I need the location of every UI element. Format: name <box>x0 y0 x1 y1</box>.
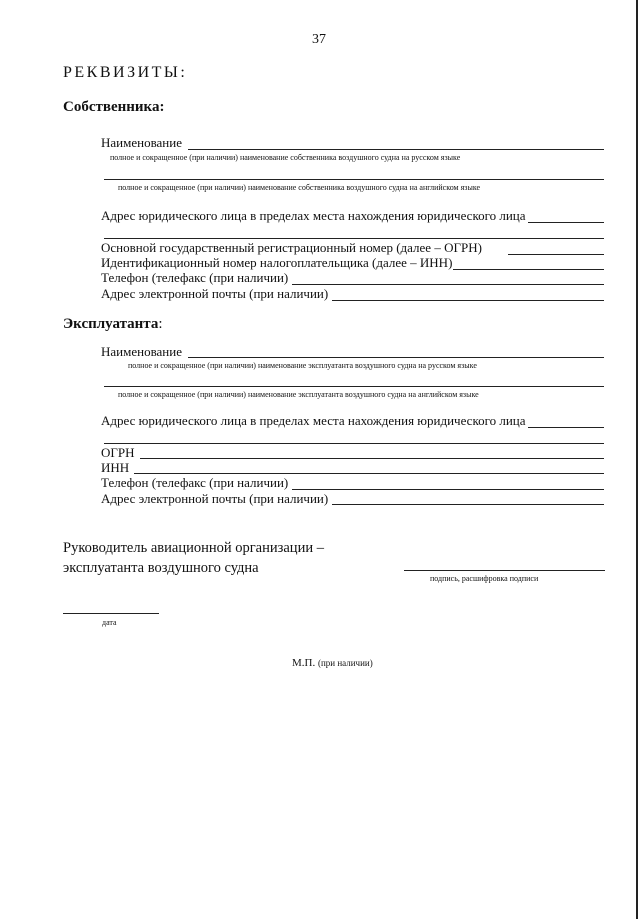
operator-name-label: Наименование <box>101 344 182 359</box>
owner-phone-label: Телефон (телефакс (при наличии) <box>101 270 289 285</box>
signatory-title-line-1: Руководитель авиационной организации – <box>63 540 324 556</box>
operator-ogrn-label: ОГРН <box>101 445 135 460</box>
signatory-title-line-2: эксплуатанта воздушного судна <box>63 560 259 576</box>
owner-ogrn-label: Основной государственный регистрационный номер (далее – ОГРН) <box>101 240 482 255</box>
operator-email-label: Адрес электронной почты (при наличии) <box>101 491 329 506</box>
operator-phone-label: Телефон (телефакс (при наличии) <box>101 475 289 490</box>
operator-heading: Эксплуатанта: <box>63 316 163 332</box>
owner-name-ru-field[interactable] <box>188 149 604 150</box>
owner-name-ru-caption: полное и сокращенное (при наличии) наименование собственника воздушного судна на русском языке <box>110 153 461 162</box>
owner-inn-label: Идентификационный номер налогоплательщика (далее – ИНН) <box>101 255 453 270</box>
operator-name-en-caption: полное и сокращенное (при наличии) наименование эксплуатанта воздушного судна на английском языке <box>118 390 479 399</box>
page-number: 37 <box>312 32 326 47</box>
operator-email-field[interactable] <box>332 504 604 505</box>
operator-phone-field[interactable] <box>292 489 604 490</box>
operator-name-ru-caption: полное и сокращенное (при наличии) наименование эксплуатанта воздушного судна на русском языке <box>128 361 477 370</box>
operator-name-ru-field[interactable] <box>188 357 604 358</box>
seal-note: М.П. (при наличии) <box>292 657 373 669</box>
operator-inn-field[interactable] <box>134 473 604 474</box>
operator-ogrn-field[interactable] <box>140 458 604 459</box>
operator-address-label: Адрес юридического лица в пределах места нахождения юридического лица <box>101 413 526 428</box>
owner-inn-field[interactable] <box>453 269 604 270</box>
owner-phone-field[interactable] <box>292 284 604 285</box>
signature-field[interactable] <box>404 570 605 571</box>
operator-inn-label: ИНН <box>101 460 130 475</box>
date-field[interactable] <box>63 613 159 614</box>
owner-address-field[interactable] <box>528 222 604 223</box>
owner-ogrn-field[interactable] <box>508 254 604 255</box>
operator-name-en-field[interactable] <box>104 386 604 387</box>
owner-heading: Собственника: <box>63 99 165 115</box>
operator-address-field-2[interactable] <box>104 443 604 444</box>
owner-name-en-field[interactable] <box>104 179 604 180</box>
signature-caption: подпись, расшифровка подписи <box>430 574 539 583</box>
owner-address-field-2[interactable] <box>104 238 604 239</box>
date-caption: дата <box>102 618 117 627</box>
operator-address-field[interactable] <box>528 427 604 428</box>
owner-email-field[interactable] <box>332 300 604 301</box>
owner-email-label: Адрес электронной почты (при наличии) <box>101 286 329 301</box>
owner-name-label: Наименование <box>101 135 182 150</box>
page-title: РЕКВИЗИТЫ: <box>63 64 188 81</box>
owner-address-label: Адрес юридического лица в пределах места нахождения юридического лица <box>101 208 526 223</box>
owner-name-en-caption: полное и сокращенное (при наличии) наименование собственника воздушного судна на английском языке <box>118 183 481 192</box>
page-edge <box>636 0 638 919</box>
